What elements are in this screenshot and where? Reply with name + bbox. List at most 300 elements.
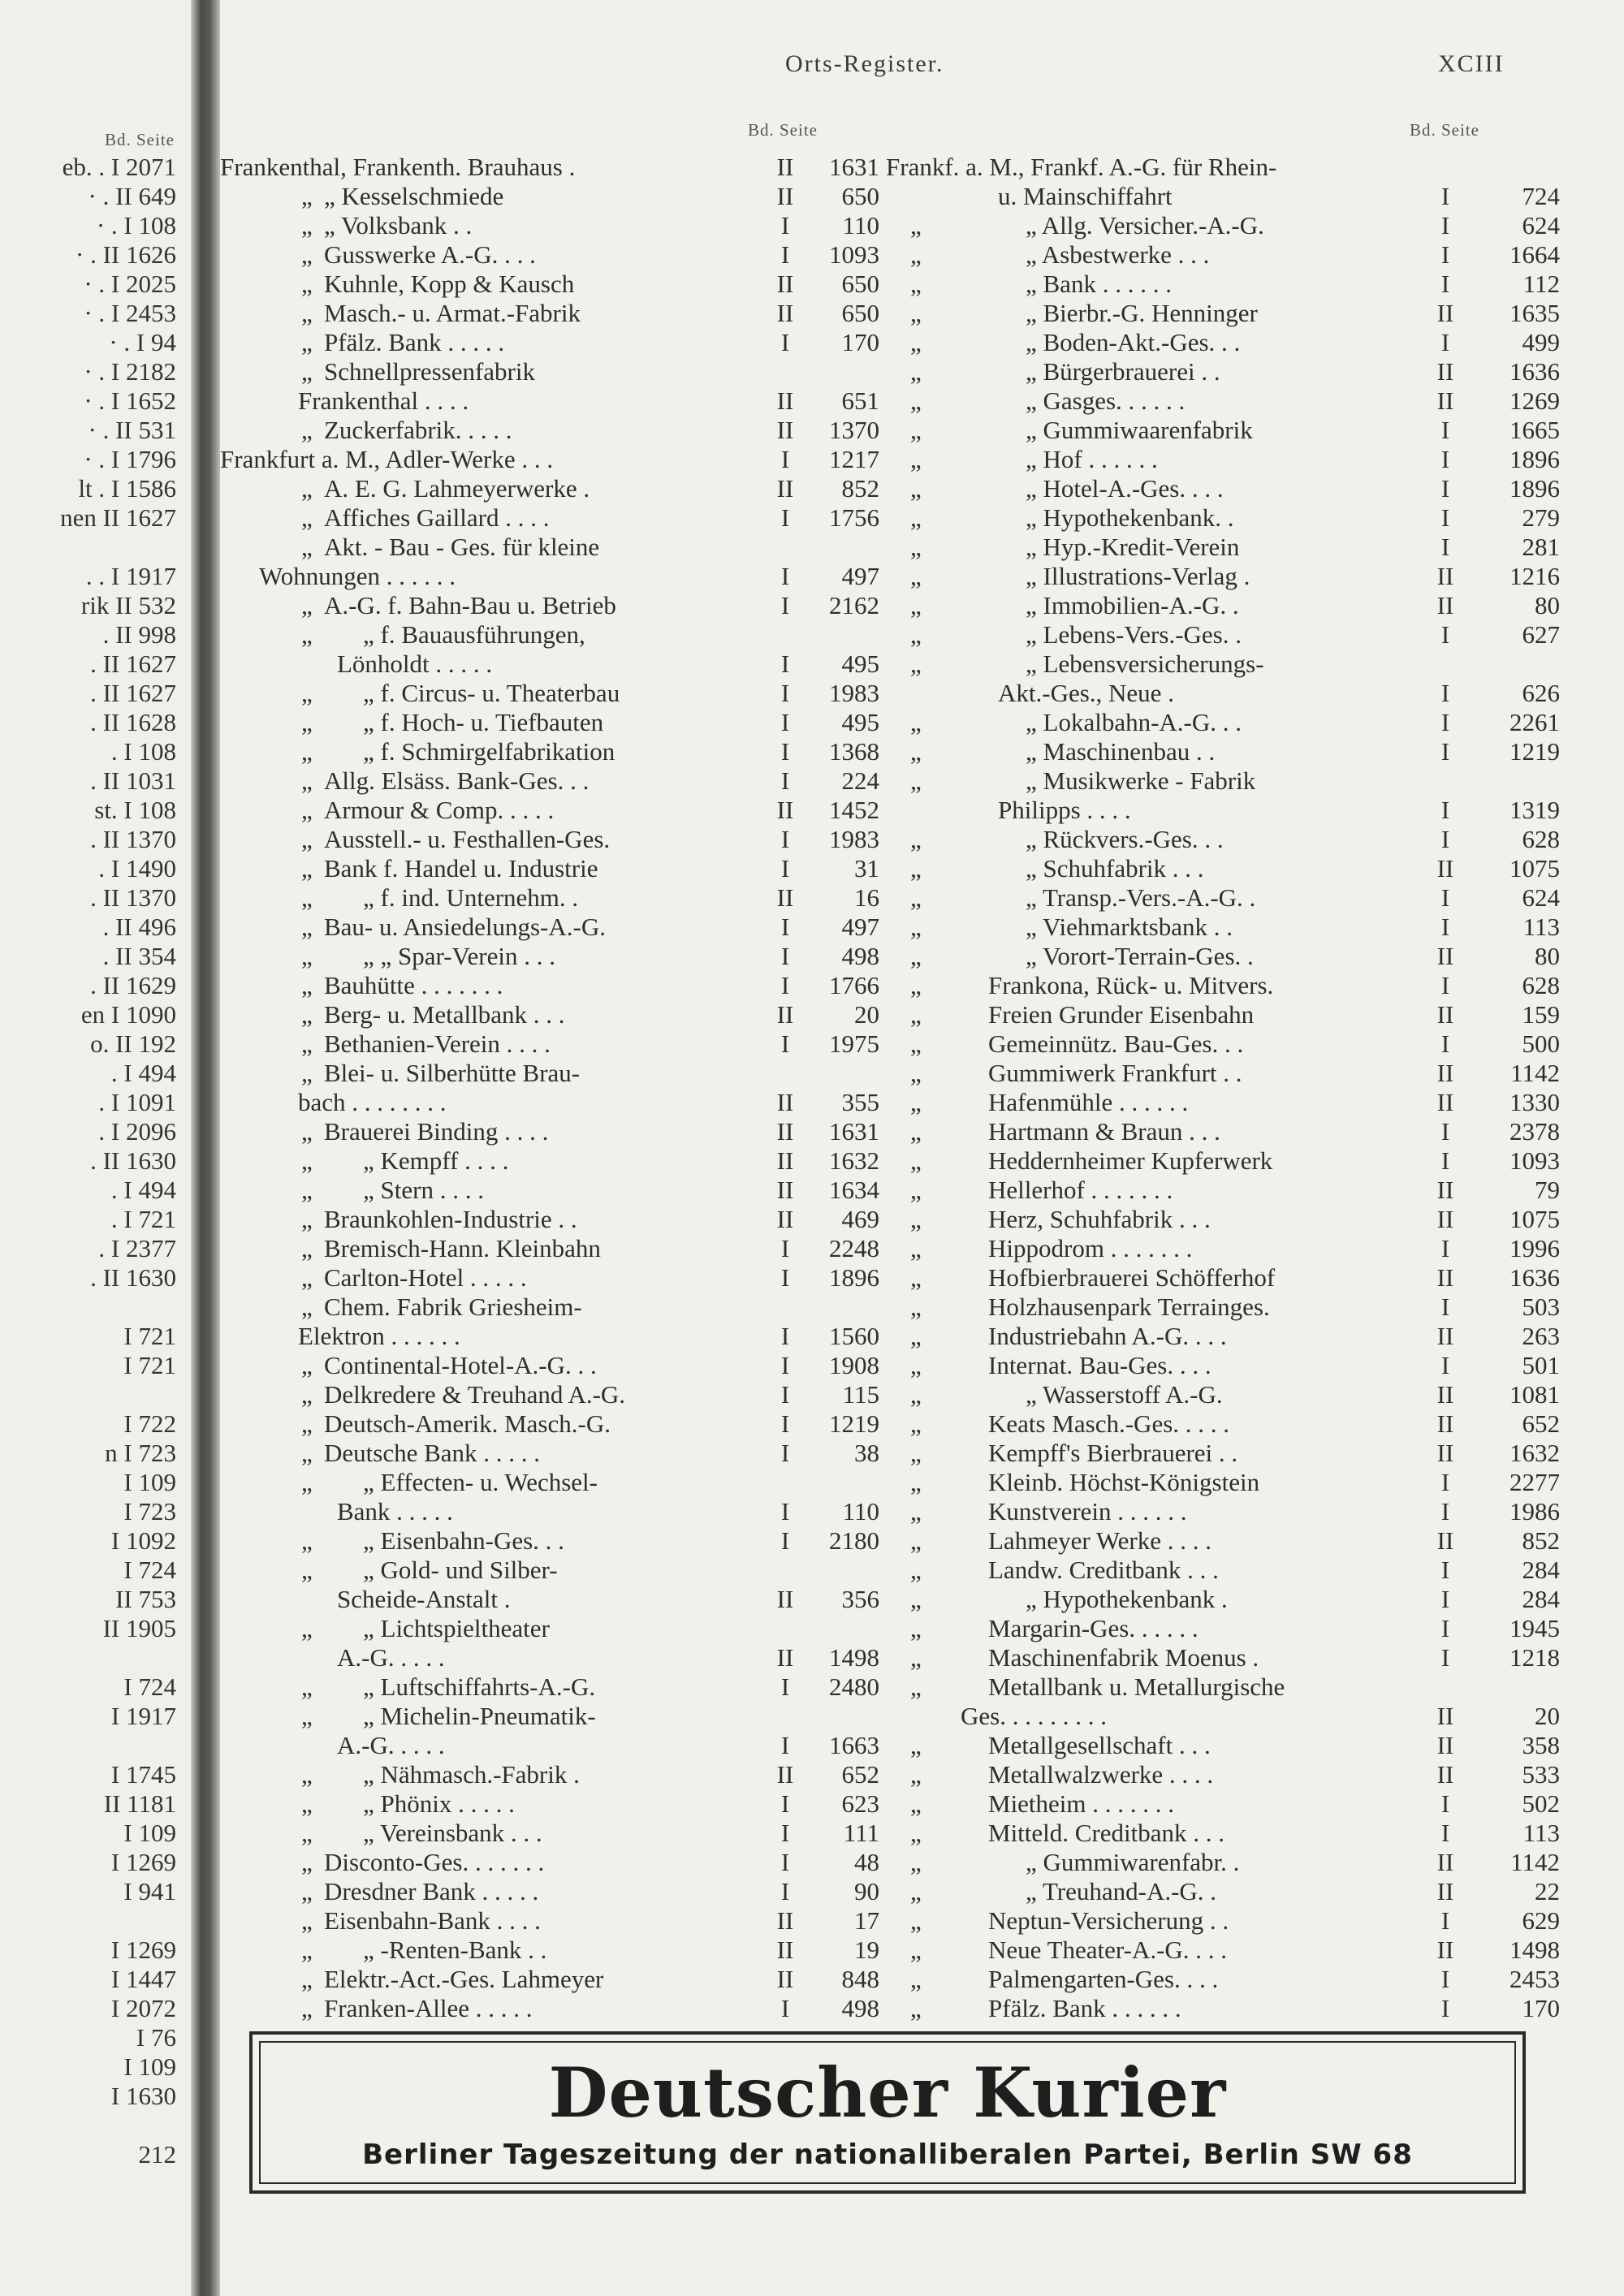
ditto-mark: „ bbox=[301, 1439, 313, 1467]
left-fragment-line: I 109 bbox=[123, 2052, 176, 2081]
entry-page: 1498 bbox=[829, 1643, 879, 1672]
index-entry bbox=[220, 240, 886, 270]
entry-name: „ f. Schmirgelfabrikation bbox=[363, 737, 615, 766]
index-entry bbox=[220, 1322, 886, 1351]
left-fragment-line: I 109 bbox=[123, 1468, 176, 1496]
index-entry bbox=[886, 1380, 1617, 1409]
entry-page: 19 bbox=[854, 1936, 879, 1964]
entry-name: Pfälz. Bank . . . . . bbox=[324, 328, 505, 356]
entry-page: 1896 bbox=[1510, 474, 1560, 503]
index-entry bbox=[886, 620, 1617, 650]
index-entry bbox=[886, 737, 1617, 766]
index-entry bbox=[886, 1994, 1617, 2023]
entry-page: 624 bbox=[1522, 211, 1560, 240]
index-entry bbox=[220, 562, 886, 591]
index-entry bbox=[886, 416, 1617, 445]
ditto-mark: „ bbox=[301, 1702, 313, 1730]
entry-volume: I bbox=[780, 854, 790, 883]
index-entry bbox=[886, 591, 1617, 620]
index-entry bbox=[220, 1029, 886, 1059]
entry-page: 650 bbox=[841, 182, 879, 210]
entry-name: Zuckerfabrik. . . . . bbox=[324, 416, 512, 444]
entry-volume: I bbox=[1440, 1468, 1450, 1496]
index-entry bbox=[220, 533, 886, 562]
index-entry bbox=[886, 708, 1617, 737]
ditto-mark: „ bbox=[910, 708, 922, 736]
entry-name: „ Boden-Akt.-Ges. . . bbox=[1026, 328, 1241, 356]
index-entry bbox=[886, 796, 1617, 825]
left-fragment-line: . I 2096 bbox=[98, 1117, 176, 1146]
entry-volume: II bbox=[776, 1176, 794, 1204]
index-entry bbox=[220, 1176, 886, 1205]
index-entry bbox=[886, 766, 1617, 796]
entry-page: 17 bbox=[854, 1906, 879, 1935]
index-entry bbox=[886, 503, 1617, 533]
ditto-mark: „ bbox=[910, 766, 922, 795]
entry-page: 628 bbox=[1522, 971, 1560, 999]
left-fragment-line: · . II 649 bbox=[88, 182, 176, 210]
index-entry bbox=[886, 1000, 1617, 1029]
index-entry bbox=[220, 766, 886, 796]
entry-volume: II bbox=[1436, 854, 1454, 883]
entry-page: 281 bbox=[1522, 533, 1560, 561]
entry-page: 628 bbox=[1522, 825, 1560, 853]
ditto-mark: „ bbox=[301, 1234, 313, 1262]
entry-volume: I bbox=[780, 445, 790, 473]
entry-volume: I bbox=[780, 1497, 790, 1526]
left-fragment-line: · . I 2453 bbox=[84, 299, 176, 327]
entry-volume: II bbox=[776, 270, 794, 298]
entry-name: „ Kesselschmiede bbox=[324, 182, 504, 210]
entry-volume: I bbox=[780, 591, 790, 619]
ditto-mark: „ bbox=[301, 1789, 313, 1818]
entry-name: A.-G. . . . . bbox=[337, 1731, 445, 1759]
entry-page: 1142 bbox=[1510, 1059, 1560, 1087]
left-fragment-line: · . I 2025 bbox=[84, 270, 176, 298]
entry-name: Gemeinnütz. Bau-Ges. . . bbox=[988, 1029, 1244, 1058]
entry-name: Mietheim . . . . . . . bbox=[988, 1789, 1175, 1818]
entry-name: Elektr.-Act.-Ges. Lahmeyer bbox=[324, 1965, 604, 1993]
entry-page: 533 bbox=[1522, 1760, 1560, 1789]
entry-page: 1217 bbox=[829, 445, 879, 473]
entry-page: 1983 bbox=[829, 825, 879, 853]
entry-volume: II bbox=[1436, 1263, 1454, 1292]
index-entry bbox=[220, 1585, 886, 1614]
ditto-mark: „ bbox=[910, 1789, 922, 1818]
ditto-mark: „ bbox=[301, 240, 313, 269]
entry-volume: II bbox=[1436, 1059, 1454, 1087]
ditto-mark: „ bbox=[301, 1293, 313, 1321]
entry-name: „ f. ind. Unternehm. . bbox=[363, 883, 579, 912]
ditto-mark: „ bbox=[301, 971, 313, 999]
entry-volume: I bbox=[1440, 737, 1450, 766]
entry-volume: I bbox=[1440, 708, 1450, 736]
index-entry bbox=[886, 1263, 1617, 1293]
left-fragment-line: . I 108 bbox=[110, 737, 176, 766]
left-fragment-line: . II 1370 bbox=[90, 883, 176, 912]
entry-name: Palmengarten-Ges. . . . bbox=[988, 1965, 1219, 1993]
entry-name: Bank f. Handel u. Industrie bbox=[324, 854, 598, 883]
index-entry bbox=[886, 1293, 1617, 1322]
entry-page: 1983 bbox=[829, 679, 879, 707]
left-fragment-line: I 2072 bbox=[110, 1994, 176, 2022]
entry-volume: II bbox=[1436, 1731, 1454, 1759]
entry-volume: I bbox=[780, 1234, 790, 1262]
entry-name: Kuhnle, Kopp & Kausch bbox=[324, 270, 575, 298]
entry-page: 79 bbox=[1535, 1176, 1560, 1204]
ditto-mark: „ bbox=[910, 1526, 922, 1555]
ditto-mark: „ bbox=[910, 854, 922, 883]
index-entry bbox=[886, 328, 1617, 357]
entry-volume: I bbox=[1440, 445, 1450, 473]
entry-volume: II bbox=[1436, 1526, 1454, 1555]
index-entry bbox=[220, 971, 886, 1000]
ditto-mark: „ bbox=[301, 1760, 313, 1789]
ditto-mark: „ bbox=[910, 620, 922, 649]
entry-volume: I bbox=[1440, 416, 1450, 444]
entry-name: Kempff's Bierbrauerei . . bbox=[988, 1439, 1238, 1467]
entry-page: 1766 bbox=[829, 971, 879, 999]
entry-volume: II bbox=[776, 1760, 794, 1789]
ditto-mark: „ bbox=[301, 737, 313, 766]
entry-volume: I bbox=[780, 503, 790, 532]
entry-page: 624 bbox=[1522, 883, 1560, 912]
entry-volume: II bbox=[1436, 1760, 1454, 1789]
ditto-mark: „ bbox=[910, 299, 922, 327]
entry-name: „ Schuhfabrik . . . bbox=[1026, 854, 1204, 883]
entry-volume: I bbox=[780, 650, 790, 678]
index-entry bbox=[886, 883, 1617, 913]
book-spine bbox=[191, 0, 220, 2296]
ditto-mark: „ bbox=[301, 679, 313, 707]
entry-name: Frankfurt a. M., Adler-Werke . . . bbox=[220, 445, 554, 473]
entry-page: 499 bbox=[1522, 328, 1560, 356]
entry-page: 1219 bbox=[1510, 737, 1560, 766]
entry-name: „ Wasserstoff A.-G. bbox=[1026, 1380, 1223, 1409]
entry-page: 495 bbox=[841, 650, 879, 678]
entry-page: 500 bbox=[1522, 1029, 1560, 1058]
ditto-mark: „ bbox=[910, 1351, 922, 1379]
index-entry bbox=[220, 270, 886, 299]
left-fragment-line: · . II 531 bbox=[88, 416, 176, 444]
entry-name: „ Gummiwarenfabr. . bbox=[1026, 1848, 1240, 1876]
entry-volume: I bbox=[1440, 825, 1450, 853]
index-entry bbox=[220, 503, 886, 533]
entry-page: 650 bbox=[841, 270, 879, 298]
entry-page: 623 bbox=[841, 1789, 879, 1818]
left-fragment-line: II 753 bbox=[115, 1585, 176, 1613]
entry-page: 626 bbox=[1522, 679, 1560, 707]
ditto-mark: „ bbox=[910, 562, 922, 590]
column1-subheader: Bd. Seite bbox=[748, 120, 818, 140]
advertisement-title: Deutscher Kurier bbox=[548, 2052, 1227, 2133]
entry-name: Disconto-Ges. . . . . . . bbox=[324, 1848, 545, 1876]
index-entry bbox=[220, 1556, 886, 1585]
left-fragment-line: I 1092 bbox=[110, 1526, 176, 1555]
entry-volume: I bbox=[1440, 1906, 1450, 1935]
ditto-mark: „ bbox=[301, 1848, 313, 1876]
index-entry bbox=[886, 1672, 1617, 1702]
entry-page: 1075 bbox=[1510, 854, 1560, 883]
ditto-mark: „ bbox=[910, 270, 922, 298]
entry-page: 1560 bbox=[829, 1322, 879, 1350]
ditto-mark: „ bbox=[301, 1029, 313, 1058]
index-entry bbox=[886, 1322, 1617, 1351]
entry-name: Bank . . . . . bbox=[337, 1497, 453, 1526]
left-fragment-line: . II 1627 bbox=[90, 650, 176, 678]
entry-volume: II bbox=[1436, 1877, 1454, 1905]
page-title: Orts-Register. bbox=[785, 50, 944, 77]
entry-volume: I bbox=[1440, 1234, 1450, 1262]
index-entry bbox=[220, 825, 886, 854]
entry-page: 20 bbox=[1535, 1702, 1560, 1730]
entry-volume: II bbox=[1436, 1205, 1454, 1233]
entry-page: 650 bbox=[841, 299, 879, 327]
entry-page: 1498 bbox=[1510, 1936, 1560, 1964]
index-entry bbox=[220, 1468, 886, 1497]
index-entry bbox=[220, 416, 886, 445]
entry-name: Frankf. a. M., Frankf. A.-G. für Rhein- bbox=[886, 153, 1277, 181]
index-entry bbox=[220, 942, 886, 971]
index-entry bbox=[220, 1877, 886, 1906]
ditto-mark: „ bbox=[301, 796, 313, 824]
index-entry bbox=[220, 1936, 886, 1965]
entry-name: Hofbierbrauerei Schöfferhof bbox=[988, 1263, 1276, 1292]
entry-name: „ f. Bauausführungen, bbox=[363, 620, 585, 649]
left-fragment-line: . II 1031 bbox=[90, 766, 176, 795]
entry-name: „ -Renten-Bank . . bbox=[363, 1936, 547, 1964]
entry-name: Wohnungen . . . . . . bbox=[259, 562, 456, 590]
entry-volume: II bbox=[776, 1117, 794, 1146]
ditto-mark: „ bbox=[910, 328, 922, 356]
entry-name: A.-G. . . . . bbox=[337, 1643, 445, 1672]
entry-page: 1636 bbox=[1510, 1263, 1560, 1292]
ditto-mark: „ bbox=[910, 1497, 922, 1526]
entry-name: „ Phönix . . . . . bbox=[363, 1789, 515, 1818]
left-fragment-line: . II 1370 bbox=[90, 825, 176, 853]
entry-name: Internat. Bau-Ges. . . . bbox=[988, 1351, 1212, 1379]
left-fragment-line: I 722 bbox=[123, 1409, 176, 1438]
entry-page: 111 bbox=[843, 1819, 879, 1847]
entry-name: Bethanien-Verein . . . . bbox=[324, 1029, 551, 1058]
ditto-mark: „ bbox=[910, 971, 922, 999]
ditto-mark: „ bbox=[301, 1176, 313, 1204]
entry-page: 1631 bbox=[829, 153, 879, 181]
index-entry bbox=[886, 1439, 1617, 1468]
index-entry bbox=[886, 1702, 1617, 1731]
ditto-mark: „ bbox=[910, 1643, 922, 1672]
entry-name: Lahmeyer Werke . . . . bbox=[988, 1526, 1212, 1555]
index-entry bbox=[220, 357, 886, 386]
entry-page: 495 bbox=[841, 708, 879, 736]
index-entry bbox=[220, 620, 886, 650]
entry-volume: II bbox=[1436, 357, 1454, 386]
index-entry bbox=[220, 1205, 886, 1234]
entry-page: 2453 bbox=[1510, 1965, 1560, 1993]
entry-page: 2480 bbox=[829, 1672, 879, 1701]
entry-name: „ Lichtspieltheater bbox=[363, 1614, 550, 1642]
index-entry bbox=[220, 1760, 886, 1789]
index-entry bbox=[886, 854, 1617, 883]
entry-page: 724 bbox=[1522, 182, 1560, 210]
entry-page: 2162 bbox=[829, 591, 879, 619]
entry-name: Herz, Schuhfabrik . . . bbox=[988, 1205, 1211, 1233]
index-entry bbox=[886, 386, 1617, 416]
entry-page: 852 bbox=[841, 474, 879, 503]
entry-page: 113 bbox=[1522, 1819, 1560, 1847]
ditto-mark: „ bbox=[301, 533, 313, 561]
entry-page: 1216 bbox=[1510, 562, 1560, 590]
entry-volume: I bbox=[1440, 1614, 1450, 1642]
ditto-mark: „ bbox=[301, 1936, 313, 1964]
index-entry bbox=[886, 679, 1617, 708]
entry-page: 358 bbox=[1522, 1731, 1560, 1759]
entry-page: 224 bbox=[841, 766, 879, 795]
entry-volume: II bbox=[1436, 1000, 1454, 1029]
left-fragment-line: st. I 108 bbox=[94, 796, 176, 824]
ditto-mark: „ bbox=[910, 650, 922, 678]
entry-name: „ Eisenbahn-Ges. . . bbox=[363, 1526, 564, 1555]
index-entry bbox=[220, 1614, 886, 1643]
index-entry bbox=[886, 1205, 1617, 1234]
entry-volume: I bbox=[780, 1672, 790, 1701]
index-entry bbox=[886, 1556, 1617, 1585]
left-fragment-line: I 1630 bbox=[110, 2082, 176, 2110]
ditto-mark: „ bbox=[301, 1146, 313, 1175]
entry-name: Metallgesellschaft . . . bbox=[988, 1731, 1211, 1759]
left-fragment-line: I 721 bbox=[123, 1351, 176, 1379]
entry-page: 1075 bbox=[1510, 1205, 1560, 1233]
entry-page: 1945 bbox=[1510, 1614, 1560, 1642]
entry-volume: II bbox=[1436, 386, 1454, 415]
entry-volume: II bbox=[776, 386, 794, 415]
entry-volume: II bbox=[776, 416, 794, 444]
ditto-mark: „ bbox=[910, 1819, 922, 1847]
entry-page: 1081 bbox=[1510, 1380, 1560, 1409]
left-fragment-line: I 724 bbox=[123, 1556, 176, 1584]
index-entry bbox=[886, 1848, 1617, 1877]
left-fragment-line: · . II 1626 bbox=[76, 240, 176, 269]
entry-page: 80 bbox=[1535, 591, 1560, 619]
index-entry bbox=[886, 1760, 1617, 1789]
entry-name: Scheide-Anstalt . bbox=[337, 1585, 511, 1613]
entry-page: 1142 bbox=[1510, 1848, 1560, 1876]
entry-name: u. Mainschiffahrt bbox=[998, 182, 1173, 210]
entry-volume: II bbox=[776, 299, 794, 327]
ditto-mark: „ bbox=[910, 386, 922, 415]
index-entry bbox=[886, 1497, 1617, 1526]
entry-volume: I bbox=[1440, 679, 1450, 707]
ditto-mark: „ bbox=[910, 1205, 922, 1233]
entry-page: 1093 bbox=[1510, 1146, 1560, 1175]
entry-volume: I bbox=[780, 1322, 790, 1350]
entry-volume: II bbox=[776, 1906, 794, 1935]
ditto-mark: „ bbox=[910, 1176, 922, 1204]
entry-name: Masch.- u. Armat.-Fabrik bbox=[324, 299, 581, 327]
entry-name: Blei- u. Silberhütte Brau- bbox=[324, 1059, 581, 1087]
entry-volume: I bbox=[780, 1439, 790, 1467]
ditto-mark: „ bbox=[301, 913, 313, 941]
index-entry bbox=[886, 1409, 1617, 1439]
entry-name: „ Rückvers.-Ges. . . bbox=[1026, 825, 1224, 853]
entry-page: 1996 bbox=[1510, 1234, 1560, 1262]
left-fragment-line: . I 494 bbox=[110, 1176, 176, 1204]
entry-volume: II bbox=[1436, 1380, 1454, 1409]
ditto-mark: „ bbox=[301, 211, 313, 240]
entry-name: Industriebahn A.-G. . . . bbox=[988, 1322, 1227, 1350]
left-fragment-line: lt . I 1586 bbox=[78, 474, 176, 503]
entry-page: 80 bbox=[1535, 942, 1560, 970]
entry-page: 2277 bbox=[1510, 1468, 1560, 1496]
entry-page: 1269 bbox=[1510, 386, 1560, 415]
index-entry bbox=[220, 1994, 886, 2023]
index-entry bbox=[886, 270, 1617, 299]
entry-volume: I bbox=[780, 825, 790, 853]
ditto-mark: „ bbox=[301, 1000, 313, 1029]
left-fragment-line: eb. . I 2071 bbox=[62, 153, 176, 181]
entry-name: „ Gasges. . . . . . bbox=[1026, 386, 1186, 415]
index-entry bbox=[220, 650, 886, 679]
entry-volume: I bbox=[1440, 913, 1450, 941]
left-fragment-line: II 1905 bbox=[102, 1614, 176, 1642]
index-entry bbox=[886, 1906, 1617, 1936]
entry-name: Deutsche Bank . . . . . bbox=[324, 1439, 541, 1467]
entry-name: Keats Masch.-Ges. . . . . bbox=[988, 1409, 1230, 1438]
index-entry bbox=[220, 1117, 886, 1146]
ditto-mark: „ bbox=[910, 1000, 922, 1029]
entry-volume: II bbox=[1436, 1322, 1454, 1350]
index-entry bbox=[220, 883, 886, 913]
entry-name: Allg. Elsäss. Bank-Ges. . . bbox=[324, 766, 590, 795]
entry-page: 1664 bbox=[1510, 240, 1560, 269]
entry-volume: I bbox=[1440, 620, 1450, 649]
ditto-mark: „ bbox=[910, 357, 922, 386]
entry-name: Armour & Comp. . . . . bbox=[324, 796, 555, 824]
entry-name: Frankenthal, Frankenth. Brauhaus . bbox=[220, 153, 576, 181]
entry-page: 1093 bbox=[829, 240, 879, 269]
left-fragment-line: I 1269 bbox=[110, 1848, 176, 1876]
entry-page: 113 bbox=[1522, 913, 1560, 941]
index-entry bbox=[886, 153, 1617, 182]
ditto-mark: „ bbox=[910, 1994, 922, 2022]
entry-name: „ „ Spar-Verein . . . bbox=[363, 942, 555, 970]
left-fragment-line: . II 1629 bbox=[90, 971, 176, 999]
index-entry bbox=[886, 1351, 1617, 1380]
ditto-mark: „ bbox=[301, 328, 313, 356]
left-fragment-line: I 941 bbox=[123, 1877, 176, 1905]
entry-name: „ Bierbr.-G. Henninger bbox=[1026, 299, 1258, 327]
index-entry bbox=[220, 913, 886, 942]
ditto-mark: „ bbox=[910, 533, 922, 561]
entry-name: „ Vereinsbank . . . bbox=[363, 1819, 542, 1847]
entry-name: Carlton-Hotel . . . . . bbox=[324, 1263, 527, 1292]
entry-volume: II bbox=[776, 883, 794, 912]
entry-name: Neptun-Versicherung . . bbox=[988, 1906, 1229, 1935]
entry-name: Hartmann & Braun . . . bbox=[988, 1117, 1220, 1146]
index-entry bbox=[886, 474, 1617, 503]
left-fragment-line: . I 1490 bbox=[98, 854, 176, 883]
entry-name: Frankenthal . . . . bbox=[298, 386, 469, 415]
entry-page: 1631 bbox=[829, 1117, 879, 1146]
ditto-mark: „ bbox=[910, 942, 922, 970]
entry-name: „ Volksbank . . bbox=[324, 211, 473, 240]
entry-volume: I bbox=[780, 1351, 790, 1379]
entry-volume: I bbox=[1440, 971, 1450, 999]
ditto-mark: „ bbox=[910, 503, 922, 532]
left-fragment-line: I 1917 bbox=[110, 1702, 176, 1730]
entry-name: Frankona, Rück- u. Mitvers. bbox=[988, 971, 1274, 999]
entry-page: 497 bbox=[841, 562, 879, 590]
